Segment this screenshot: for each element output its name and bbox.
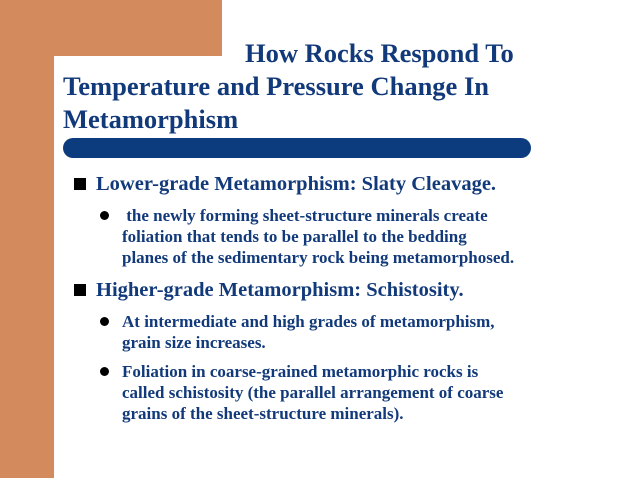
title-line: How Rocks Respond To bbox=[245, 38, 514, 68]
bullet-heading: Lower-grade Metamorphism: Slaty Cleavage. bbox=[96, 173, 497, 195]
slide-body bbox=[74, 172, 634, 424]
round-bullet-icon bbox=[100, 211, 109, 220]
bullet-heading: Higher-grade Metamorphism: Schistosity. bbox=[96, 279, 464, 301]
text-line: called schistosity (the parallel arrangement of coarse bbox=[122, 383, 504, 402]
square-bullet-icon bbox=[74, 178, 86, 190]
slide-title bbox=[63, 37, 633, 136]
title-underline-bar bbox=[63, 138, 531, 158]
sub-bullet-text bbox=[74, 205, 634, 268]
text-line: At intermediate and high grades of metamorphism, bbox=[122, 312, 495, 331]
sub-bullet-text bbox=[74, 311, 634, 353]
bullet-lower-grade bbox=[74, 172, 634, 197]
title-line: Metamorphism bbox=[63, 104, 239, 134]
sub-bullet bbox=[74, 311, 634, 353]
text-line: planes of the sedimentary rock being metamorphosed. bbox=[122, 248, 515, 267]
sub-bullet bbox=[74, 361, 634, 424]
round-bullet-icon bbox=[100, 367, 109, 376]
text-line: grains of the sheet-structure minerals). bbox=[122, 404, 404, 423]
text-line: foliation that tends to be parallel to the bedding bbox=[122, 227, 467, 246]
text-line: the newly forming sheet-structure minerals create bbox=[122, 206, 488, 225]
round-bullet-icon bbox=[100, 317, 109, 326]
text-line: grain size increases. bbox=[122, 333, 266, 352]
sub-bullet bbox=[74, 205, 634, 268]
left-accent-band bbox=[0, 0, 54, 478]
title-line: Temperature and Pressure Change In bbox=[63, 71, 489, 101]
square-bullet-icon bbox=[74, 284, 86, 296]
text-line: Foliation in coarse-grained metamorphic rocks is bbox=[122, 362, 479, 381]
sub-bullet-text bbox=[74, 361, 634, 424]
bullet-higher-grade bbox=[74, 278, 634, 303]
